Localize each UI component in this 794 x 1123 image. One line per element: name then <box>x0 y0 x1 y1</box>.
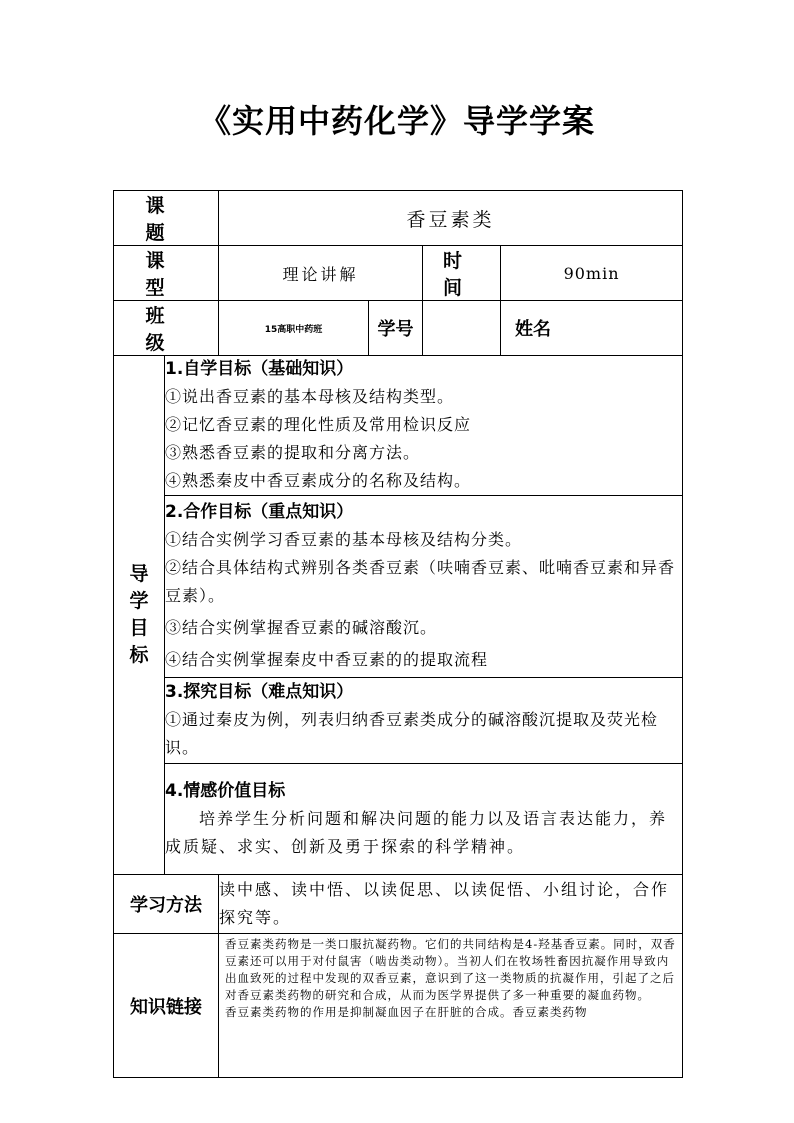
page-title: 《实用中药化学》导学学案 <box>198 102 595 140</box>
student-no-label: 学号 <box>369 301 423 356</box>
section-heading: 2.合作目标（重点知识） <box>165 502 354 522</box>
objective-line: ②记忆香豆素的理化性质及常用检识反应 <box>165 415 472 434</box>
cooperation-section <box>165 496 683 678</box>
links-paragraph: 香豆素类药物是一类口服抗凝药物。它们的共同结构是4-羟基香豆素。同时，双香豆素还可以用于对付鼠害（啮齿类动物）。当初人们在牧场牲畜因抗凝作用导致内出血致死的过程中发现的双香豆素，意识到了这一类物质的抗凝作用，引起了之后对香豆素类药物的研究和合成，从而为医学界提供了多一种重要的凝血药物。 <box>225 937 676 1002</box>
objective-line: ③熟悉香豆素的提取和分离方法。 <box>165 443 421 462</box>
objective-line: ①说出香豆素的基本母核及结构类型。 <box>165 387 455 406</box>
section-heading: 3.探究目标（难点知识） <box>165 682 354 702</box>
exploration-section <box>165 678 683 764</box>
objectives-label-char: 学 <box>129 590 149 612</box>
links-cell <box>219 934 683 1078</box>
time-label: 时 间 <box>423 246 501 301</box>
values-paragraph: 培养学生分析问题和解决问题的能力以及语言表达能力，养成质疑、求实、创新及勇于探索的科学精神。 <box>165 808 668 856</box>
row-links <box>114 934 683 1078</box>
objectives-label-char: 导 <box>129 563 149 585</box>
links-paragraph: 香豆素类药物的作用是抑制凝血因子在肝脏的合成。香豆素类药物 <box>225 1005 588 1019</box>
row-objective-2 <box>114 496 683 678</box>
name-label: 姓名 <box>515 319 552 340</box>
self-study-section <box>165 356 683 496</box>
row-method <box>114 875 683 934</box>
objectives-label <box>114 356 165 875</box>
class-value: 15高职中药班 <box>219 301 369 356</box>
topic-label: 课 题 <box>114 191 219 246</box>
links-text <box>219 934 682 1077</box>
objective-line: ④熟悉秦皮中香豆素成分的名称及结构。 <box>165 471 472 490</box>
objective-line: ③结合实例掌握香豆素的碱溶酸沉。 <box>165 618 438 637</box>
section-heading: 4.情感价值目标 <box>165 780 286 801</box>
lesson-table <box>113 190 683 1078</box>
student-no-field[interactable] <box>423 301 501 356</box>
type-label: 课 型 <box>114 246 219 301</box>
objectives-label-char: 目 <box>129 617 149 639</box>
time-value: 90min <box>501 246 683 301</box>
method-text: 读中感、读中悟、以读促思、以读促悟、小组讨论，合作探究等。 <box>219 875 683 934</box>
row-objective-3 <box>114 678 683 764</box>
row-class <box>114 301 683 356</box>
objectives-label-char: 标 <box>129 644 149 666</box>
section-heading: 1.自学目标（基础知识） <box>165 359 354 379</box>
method-label: 学习方法 <box>114 875 219 934</box>
links-label: 知识链接 <box>114 934 219 1078</box>
objective-line: ②结合具体结构式辨别各类香豆素（呋喃香豆素、吡喃香豆素和异香豆素）。 <box>165 558 676 605</box>
row-objective-4 <box>114 764 683 875</box>
name-cell <box>501 301 683 356</box>
values-section <box>165 764 683 875</box>
class-label: 班 级 <box>114 301 219 356</box>
row-type <box>114 246 683 301</box>
objective-line: ④结合实例掌握秦皮中香豆素的的提取流程 <box>165 650 489 669</box>
row-objective-1 <box>114 356 683 496</box>
row-topic <box>114 191 683 246</box>
topic-value: 香豆素类 <box>219 191 683 246</box>
objective-line: ①结合实例学习香豆素的基本母核及结构分类。 <box>165 530 523 549</box>
objective-line: ①通过秦皮为例，列表归纳香豆素类成分的碱溶酸沉提取及荧光检识。 <box>165 710 659 757</box>
type-value: 理论讲解 <box>219 246 423 301</box>
